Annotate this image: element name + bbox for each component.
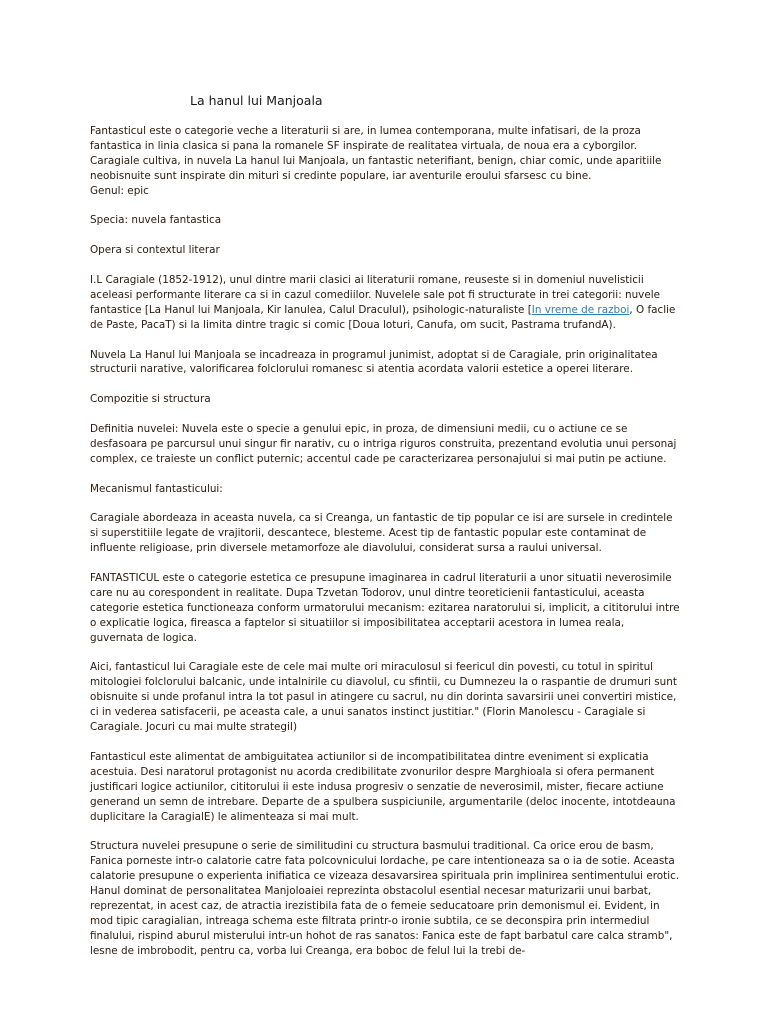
here-paragraph: Aici, fantasticul lui Caragiale este de cele mai multe ori miraculosul si feericul din povesti, cu totul in spiritul mitologiei folclorului balcanic, unde intalnirile cu diavolul, cu sfintii, cu Dumnezeu la o raspantie de drumuri sunt obisnuite si unde profanul intra la tot pasul in atingere cu sacrul, nu din dorinta savarsirii unei convertiri mistice, ci in vederea satisfacerii, pe aceasta cale, a unui sanatos instinct justitiar." (Florin Manolescu - Caragiale si Caragiale. Jocuri cu mai multe strategiI) — [90, 661, 677, 734]
definition-paragraph: Definitia nuvelei: Nuvela este o specie a genului epic, in proza, de dimensiuni medii, cu o actiune ce se desfasoara pe parcursul unui singur fir narativ, cu o intriga riguros construita, prezentand evolutia unui personaj complex, ce traieste un conflict puternic; accentul cade pe caracterizarea personajului si mai putin pe actiune. — [90, 423, 677, 465]
junimism-paragraph: Nuvela La Hanul lui Manjoala se incadreaza in programul junimist, adoptat si de Caragiale, prin originalitatea structurii narative, valorificarea folclorului romanesc si atentia acordata valorii estetice a operei literare. — [90, 348, 658, 376]
context-text-part1: I.L Caragiale (1852-1912), unul dintre marii clasici ai literaturii romane, reuseste si in domeniul nuvelisticii aceleasi performante literare ca si in cazul comediilor. Nuvelele sale pot fi structurate in trei categorii: nuvele fantastice [La Hanul lui Manjoala, Kir Ianulea, Calul DraculuI), psihologic-naturaliste [ — [90, 274, 660, 316]
ambiguity-paragraph: Fantasticul este alimentat de ambiguitatea actiunilor si de incompatibilitatea dintre eveniment si explicatia acestuia. Desi naratorul protagonist nu acorda credibilitate zvonurilor despre Marghioala si ofera permanent justificari logice actiunilor, cititorului ii este indusa progresiv o senzatie de neverosimil, mister, fiecare actiune generand un semn de intrebare. Departe de a spulbera suspiciunile, argumentarile (deloc inocente, intotdeauna duplicitare la CaragialE) le alimenteaza si mai mult. — [90, 750, 676, 823]
document-body — [90, 124, 680, 973]
mechanism-heading: Mecanismul fantasticului: — [90, 482, 223, 495]
structure-paragraph: Structura nuvelei presupune o serie de similitudini cu structura basmului traditional. Ca orice erou de basm, Fanica porneste intr-o calatorie catre fata polcovnicului Iordache, pe care intentioneaza sa o ia de sotie. Aceasta calatorie presupune o experienta inifiatica ce vizeaza desavarsirea spirituala prin implinirea sentimentului erotic. Hanul dominat de personalitatea Manjoloaiei reprezinta obstacolul esential necesar maturizarii unui barbat, reprezentat, in acest caz, de atractia irezistibila fata de o femeie seducatoare prin demonismul ei. Evident, in mod tipic caragialian, intreaga schema este filtrata printr-o ironie subtila, ce se deconspira prin intermediul finalului, rispind aburul misterului intr-un hohot de ras sanatos: Fanica este de fapt barbatul care calca stramb", lesne de imbrobodit, pentru ca, vorba lui Creanga, era boboc de felul lui la trebi de- — [90, 840, 680, 957]
context-heading: Opera si contextul literar — [90, 244, 220, 257]
war-time-link[interactable]: In vreme de razboi — [531, 303, 630, 316]
composition-heading: Compozitie si structura — [90, 393, 211, 406]
document-title: La hanul lui Manjoala — [190, 93, 323, 108]
intro-paragraph: Fantasticul este o categorie veche a literaturii si are, in lumea contemporana, multe infatisari, de la proza fantastica in linia clasica si pana la romanele SF inspirate de realitatea virtuala, de noua era a cyborgilor. Caragiale cultiva, in nuvela La hanul lui Manjoala, un fantastic neterifiant, benign, chiar comic, unde aparitiile neobisnuite sunt inspirate din mituri si credinte populare, iar aventurile eroului sfarsesc cu bine. — [90, 125, 662, 182]
genre-line: Genul: epic — [90, 184, 149, 197]
context-text-part2: , O faclie de Paste, PacaT) si la limita dintre tragic si comic [Doua loturi, Canufa, om sucit, Pastrama trufandA). — [90, 303, 676, 331]
mechanism-paragraph: Caragiale abordeaza in aceasta nuvela, ca si Creanga, un fantastic de tip popular ce isi are sursele in credintele si superstitiile legate de vrajitorii, descantece, blesteme. Acest tip de fantastic popular este contaminat de influente religioase, prin diversele metamorfoze ale diavolului, considerat sursa a raului universal. — [90, 512, 673, 555]
species-line: Specia: nuvela fantastica — [90, 214, 222, 227]
fantastic-definition-paragraph: FANTASTICUL este o categorie estetica ce presupune imaginarea in cadrul literaturii a unor situatii neverosimile care nu au corespondent in realitate. Dupa Tzvetan Todorov, unul dintre teoreticienii fantasticului, aceasta categorie estetica functioneaza conform urmatorului mecanism: ezitarea naratorului si, implicit, a cititorului intre o explicatie logica, fireasca a faptelor si situatiilor si imposibilitatea acceptarii acestora in lumea reala, guvernata de logica. — [90, 572, 680, 644]
context-paragraph — [90, 273, 680, 333]
